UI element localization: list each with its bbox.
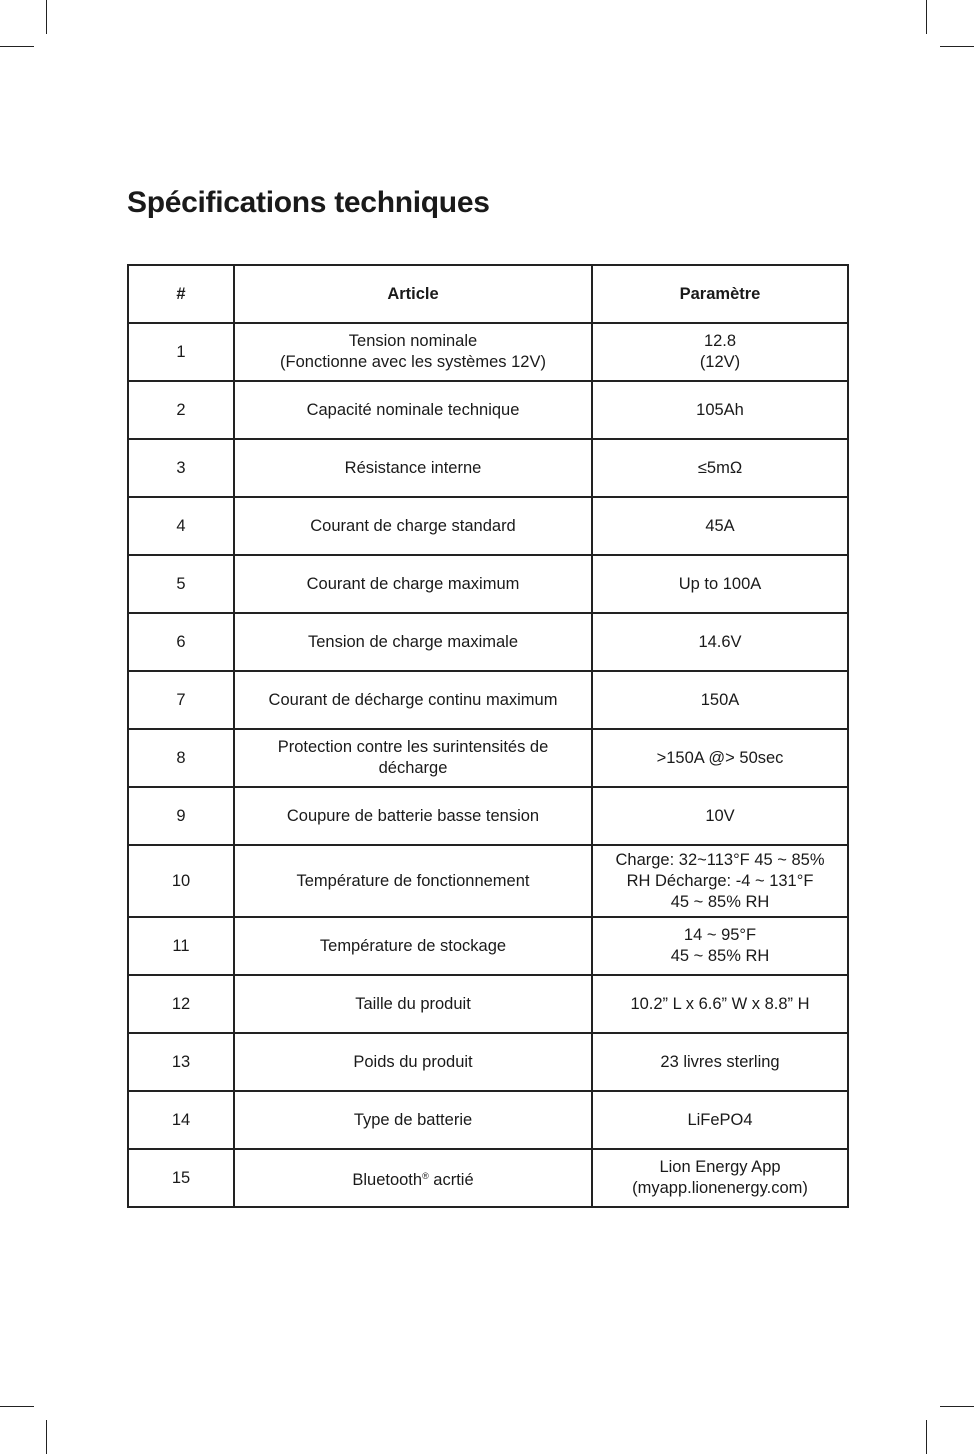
row-article: Température de fonctionnement [234, 845, 592, 917]
table-row [128, 1149, 848, 1207]
row-article: Taille du produit [234, 975, 592, 1033]
crop-mark [46, 0, 47, 34]
row-article: Protection contre les surintensités de décharge [234, 729, 592, 787]
row-parameter: LiFePO4 [592, 1091, 848, 1149]
row-article: Capacité nominale technique [234, 381, 592, 439]
row-parameter: 14.6V [592, 613, 848, 671]
table-row [128, 975, 848, 1033]
row-article: Courant de décharge continu maximum [234, 671, 592, 729]
table-row [128, 497, 848, 555]
bluetooth-label: Bluetooth [352, 1170, 423, 1189]
table-row [128, 439, 848, 497]
row-number: 9 [128, 787, 234, 845]
row-number: 14 [128, 1091, 234, 1149]
row-parameter: 12.8 (12V) [592, 323, 848, 381]
row-number: 10 [128, 845, 234, 917]
row-number: 13 [128, 1033, 234, 1091]
crop-mark [0, 46, 34, 47]
row-parameter: 10V [592, 787, 848, 845]
row-article: Coupure de batterie basse tension [234, 787, 592, 845]
row-number: 15 [128, 1149, 234, 1207]
table-row [128, 729, 848, 787]
row-article: Poids du produit [234, 1033, 592, 1091]
table-row [128, 323, 848, 381]
crop-mark [940, 1406, 974, 1407]
crop-mark [926, 1420, 927, 1454]
table-row [128, 1033, 848, 1091]
crop-mark [0, 1406, 34, 1407]
column-header-parameter: Paramètre [592, 265, 848, 323]
table-row [128, 1091, 848, 1149]
row-parameter: Up to 100A [592, 555, 848, 613]
row-article: Résistance interne [234, 439, 592, 497]
table-row [128, 845, 848, 917]
table-row [128, 787, 848, 845]
table-row [128, 917, 848, 975]
row-number: 2 [128, 381, 234, 439]
row-parameter: 10.2” L x 6.6” W x 8.8” H [592, 975, 848, 1033]
column-header-article: Article [234, 265, 592, 323]
row-number: 12 [128, 975, 234, 1033]
row-article: Température de stockage [234, 917, 592, 975]
row-number: 6 [128, 613, 234, 671]
row-number: 1 [128, 323, 234, 381]
crop-mark [926, 0, 927, 34]
row-parameter: Lion Energy App (myapp.lionenergy.com) [592, 1149, 848, 1207]
column-header-number: # [128, 265, 234, 323]
registered-mark: ® [422, 1170, 429, 1181]
row-number: 8 [128, 729, 234, 787]
table-row [128, 671, 848, 729]
bluetooth-label-suffix: acrtié [428, 1170, 474, 1189]
row-parameter: ≤5mΩ [592, 439, 848, 497]
row-article: Courant de charge standard [234, 497, 592, 555]
row-parameter: 105Ah [592, 381, 848, 439]
row-article: Tension de charge maximale [234, 613, 592, 671]
crop-mark [940, 46, 974, 47]
row-parameter: 150A [592, 671, 848, 729]
row-number: 3 [128, 439, 234, 497]
row-number: 5 [128, 555, 234, 613]
row-number: 11 [128, 917, 234, 975]
row-number: 7 [128, 671, 234, 729]
row-parameter: Charge: 32~113°F 45 ~ 85% RH Décharge: -4 ~ 131°F 45 ~ 85% RH [592, 845, 848, 917]
row-parameter: 45A [592, 497, 848, 555]
crop-mark [46, 1420, 47, 1454]
table-row [128, 381, 848, 439]
spec-table [127, 264, 849, 1208]
table-row [128, 555, 848, 613]
row-number: 4 [128, 497, 234, 555]
page-title: Spécifications techniques [127, 186, 490, 219]
table-row [128, 613, 848, 671]
row-article: Courant de charge maximum [234, 555, 592, 613]
table-header-row [128, 265, 848, 323]
row-parameter: 14 ~ 95°F 45 ~ 85% RH [592, 917, 848, 975]
row-article: Type de batterie [234, 1091, 592, 1149]
row-parameter: 23 livres sterling [592, 1033, 848, 1091]
row-parameter: >150A @> 50sec [592, 729, 848, 787]
row-article: Tension nominale (Fonctionne avec les systèmes 12V) [234, 323, 592, 381]
row-article [234, 1149, 592, 1207]
